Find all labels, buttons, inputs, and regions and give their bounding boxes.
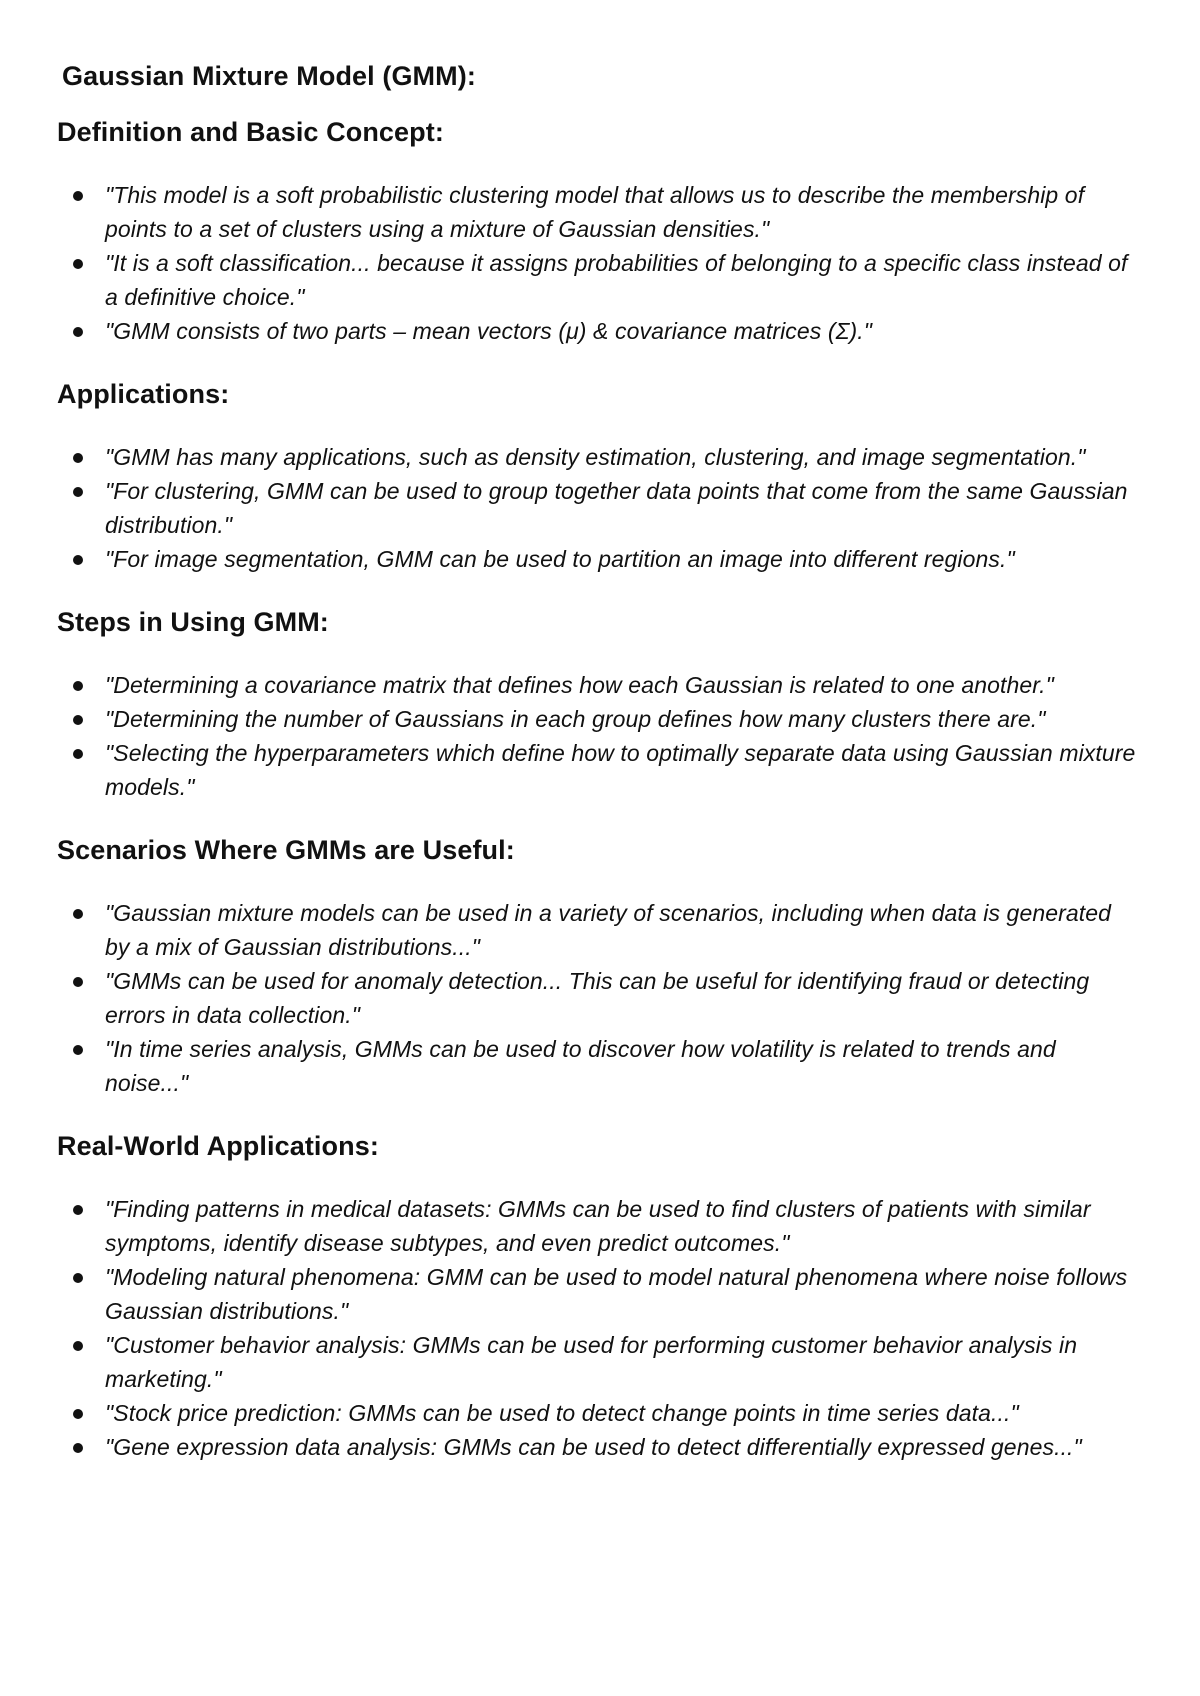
list-item xyxy=(105,896,1140,964)
section-heading: Scenarios Where GMMs are Useful: xyxy=(57,835,515,865)
list-item xyxy=(105,1032,1140,1100)
bullet-dot-icon xyxy=(73,1341,83,1351)
section-heading: Steps in Using GMM: xyxy=(57,607,329,637)
list-item-text: "Selecting the hyperparameters which define how to optimally separate data using Gaussian mixture models." xyxy=(105,740,1136,800)
bullet-list xyxy=(57,1192,1140,1464)
list-item xyxy=(105,542,1140,576)
section-scenarios xyxy=(57,828,1140,1100)
bullet-dot-icon xyxy=(73,715,83,725)
bullet-dot-icon xyxy=(73,487,83,497)
section-definition xyxy=(57,110,1140,348)
section-real-world xyxy=(57,1124,1140,1464)
bullet-dot-icon xyxy=(73,681,83,691)
bullet-list xyxy=(57,668,1140,804)
list-item-text: "GMMs can be used for anomaly detection... This can be useful for identifying fraud or detecting errors in data collection." xyxy=(105,968,1090,1028)
bullet-dot-icon xyxy=(73,1443,83,1453)
list-item xyxy=(105,1260,1140,1328)
list-item-text: "GMM consists of two parts – mean vectors (μ) & covariance matrices (Σ)." xyxy=(105,318,873,344)
list-item xyxy=(105,1430,1140,1464)
bullet-list xyxy=(57,896,1140,1100)
list-item xyxy=(105,702,1140,736)
bullet-dot-icon xyxy=(73,1273,83,1283)
list-item-text: "Determining the number of Gaussians in each group defines how many clusters there are." xyxy=(105,706,1046,732)
list-item-text: "Gene expression data analysis: GMMs can be used to detect differentially expressed genes..." xyxy=(105,1434,1082,1460)
list-item xyxy=(105,246,1140,314)
list-item xyxy=(105,314,1140,348)
list-item-text: "In time series analysis, GMMs can be used to discover how volatility is related to trends and noise..." xyxy=(105,1036,1056,1096)
document-title: Gaussian Mixture Model (GMM): xyxy=(62,61,476,91)
list-item-text: "For image segmentation, GMM can be used to partition an image into different regions." xyxy=(105,546,1015,572)
list-item-text: "Modeling natural phenomena: GMM can be used to model natural phenomena where noise follows Gaussian distributions." xyxy=(105,1264,1128,1324)
list-item-text: "Gaussian mixture models can be used in a variety of scenarios, including when data is generated by a mix of Gaussian distributions..." xyxy=(105,900,1112,960)
list-item-text: "For clustering, GMM can be used to group together data points that come from the same Gaussian distribution." xyxy=(105,478,1128,538)
bullet-dot-icon xyxy=(73,1205,83,1215)
list-item-text: "Determining a covariance matrix that defines how each Gaussian is related to one another." xyxy=(105,672,1054,698)
list-item-text: "This model is a soft probabilistic clustering model that allows us to describe the membership of points to a set of clusters using a mixture of Gaussian densities." xyxy=(105,182,1085,242)
bullet-dot-icon xyxy=(73,977,83,987)
bullet-dot-icon xyxy=(73,327,83,337)
list-item xyxy=(105,1328,1140,1396)
bullet-dot-icon xyxy=(73,191,83,201)
list-item-text: "Stock price prediction: GMMs can be used to detect change points in time series data..." xyxy=(105,1400,1019,1426)
bullet-dot-icon xyxy=(73,259,83,269)
list-item xyxy=(105,964,1140,1032)
section-heading: Real-World Applications: xyxy=(57,1131,379,1161)
list-item xyxy=(105,1192,1140,1260)
section-heading: Applications: xyxy=(57,379,230,409)
bullet-dot-icon xyxy=(73,453,83,463)
list-item xyxy=(105,1396,1140,1430)
list-item-text: "It is a soft classification... because it assigns probabilities of belonging to a specific class instead of a definitive choice." xyxy=(105,250,1128,310)
list-item-text: "Finding patterns in medical datasets: GMMs can be used to find clusters of patients with similar symptoms, identify disease subtypes, and even predict outcomes." xyxy=(105,1196,1091,1256)
bullet-dot-icon xyxy=(73,555,83,565)
bullet-dot-icon xyxy=(73,1045,83,1055)
list-item xyxy=(105,668,1140,702)
list-item-text: "GMM has many applications, such as density estimation, clustering, and image segmentation." xyxy=(105,444,1086,470)
bullet-dot-icon xyxy=(73,749,83,759)
section-steps xyxy=(57,600,1140,804)
list-item xyxy=(105,440,1140,474)
list-item xyxy=(105,178,1140,246)
bullet-list xyxy=(57,440,1140,576)
bullet-list xyxy=(57,178,1140,348)
list-item xyxy=(105,474,1140,542)
bullet-dot-icon xyxy=(73,1409,83,1419)
bullet-dot-icon xyxy=(73,909,83,919)
list-item xyxy=(105,736,1140,804)
section-heading: Definition and Basic Concept: xyxy=(57,117,444,147)
section-applications xyxy=(57,372,1140,576)
list-item-text: "Customer behavior analysis: GMMs can be used for performing customer behavior analysis in marketing." xyxy=(105,1332,1078,1392)
